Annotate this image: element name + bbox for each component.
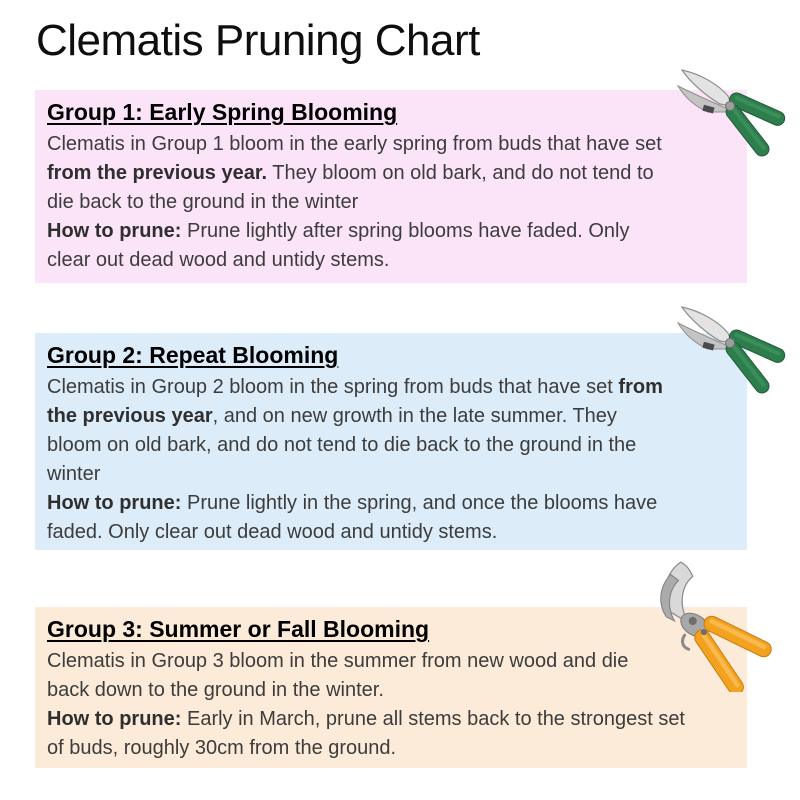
group-3-description-text: Clematis in Group 3 bloom in the summer from new wood and die back down to the ground in the winter. bbox=[47, 650, 629, 701]
group-3-how-to-prune-text: Early in March, prune all stems back to the strongest set of buds, roughly 30cm from the ground. bbox=[47, 708, 685, 759]
group-1-card bbox=[35, 90, 747, 283]
group-2-description-bold: from the previous year bbox=[47, 376, 663, 427]
group-1-how-to-prune-text: Prune lightly after spring blooms have faded. Only clear out dead wood and untidy stems. bbox=[47, 220, 630, 271]
group-2-description-text: Clematis in Group 2 bloom in the spring from buds that have set bbox=[47, 376, 619, 398]
group-3-how-to-prune bbox=[47, 705, 707, 763]
group-3-card bbox=[35, 607, 747, 768]
group-3-how-to-prune-label: How to prune: bbox=[47, 708, 182, 730]
group-2-card bbox=[35, 333, 747, 550]
group-2-description bbox=[47, 373, 672, 489]
group-3-description bbox=[47, 647, 652, 705]
page-title: Clematis Pruning Chart bbox=[36, 16, 480, 65]
group-1-how-to-prune-label: How to prune: bbox=[47, 220, 182, 242]
group-3-heading: Group 3: Summer or Fall Blooming bbox=[47, 616, 430, 642]
group-1-heading: Group 1: Early Spring Blooming bbox=[47, 99, 398, 125]
group-2-description-text-2: , and on new growth in the late summer. They bloom on old bark, and do not tend to die back to the ground in the winter bbox=[47, 405, 637, 485]
group-1-description-text: Clematis in Group 1 bloom in the early spring from buds that have set bbox=[47, 133, 662, 155]
group-2-how-to-prune-text: Prune lightly in the spring, and once the blooms have faded. Only clear out dead wood and untidy stems. bbox=[47, 492, 658, 543]
group-1-description bbox=[47, 130, 672, 217]
group-1-how-to-prune bbox=[47, 217, 672, 275]
group-1-description-text-2: They bloom on old bark, and do not tend to die back to the ground in the winter bbox=[47, 162, 654, 213]
group-2-heading: Group 2: Repeat Blooming bbox=[47, 342, 339, 368]
group-2-how-to-prune bbox=[47, 489, 707, 547]
group-2-how-to-prune-label: How to prune: bbox=[47, 492, 182, 514]
group-1-description-bold: from the previous year. bbox=[47, 162, 268, 184]
